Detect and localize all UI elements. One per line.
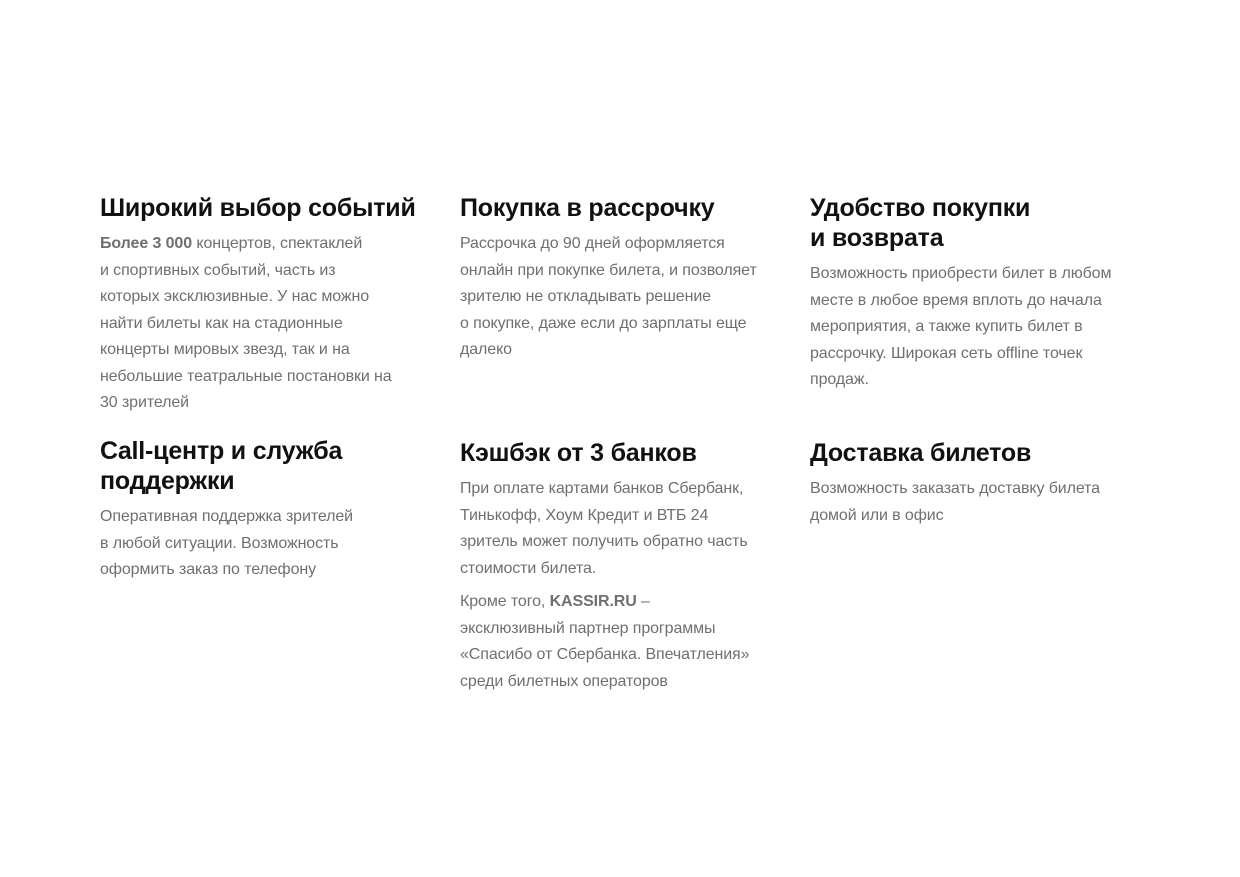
feature-call-center xyxy=(100,436,440,584)
brand-name: KASSIR.RU xyxy=(549,593,637,610)
feature-title: Широкий выбор событий xyxy=(100,194,416,222)
feature-description: Возможность заказать доставку билета домой или в офис xyxy=(810,480,1100,524)
feature-description: Оперативная поддержка зрителей в любой ситуации. Возможность оформить заказ по телефону xyxy=(100,508,354,578)
feature-title: Доставка билетов xyxy=(810,439,1032,467)
feature-title: Удобство покупки и возврата xyxy=(810,194,1031,252)
feature-installments xyxy=(460,193,790,364)
feature-description: Рассрочка до 90 дней оформляется онлайн при покупке билета, и позволяет зрителю не откладывать решение о покупке, даже если до зарплаты еще далеко xyxy=(460,235,757,358)
feature-description: При оплате картами банков Сбербанк, Тинькофф, Хоум Кредит и ВТБ 24 зритель может получить обратно часть стоимости билета. xyxy=(460,480,748,577)
highlight-count: Более 3 000 xyxy=(100,235,193,252)
feature-description-partner: Кроме того, KASSIR.RU – эксклюзивный партнер программы «Спасибо от Сбербанка. Впечатления» среди билетных операторов xyxy=(460,593,750,690)
feature-convenience xyxy=(810,193,1150,394)
feature-title: Покупка в рассрочку xyxy=(460,194,715,222)
feature-title: Call-центр и служба поддержки xyxy=(100,437,343,495)
feature-description: Возможность приобрести билет в любом месте в любое время вплоть до начала мероприятия, а также купить билет в рассрочку. Широкая сеть offline точек продаж. xyxy=(810,265,1112,388)
feature-description: Более 3 000 концертов, спектаклей и спортивных событий, часть из которых эксклюзивные. У нас можно найти билеты как на стадионные концерты мировых звезд, так и на небольшие театральные постановки на 30 зрителей xyxy=(100,235,392,411)
feature-wide-choice xyxy=(100,193,440,417)
feature-cashback xyxy=(460,438,790,695)
feature-title: Кэшбэк от 3 банков xyxy=(460,439,697,467)
feature-delivery xyxy=(810,438,1150,529)
